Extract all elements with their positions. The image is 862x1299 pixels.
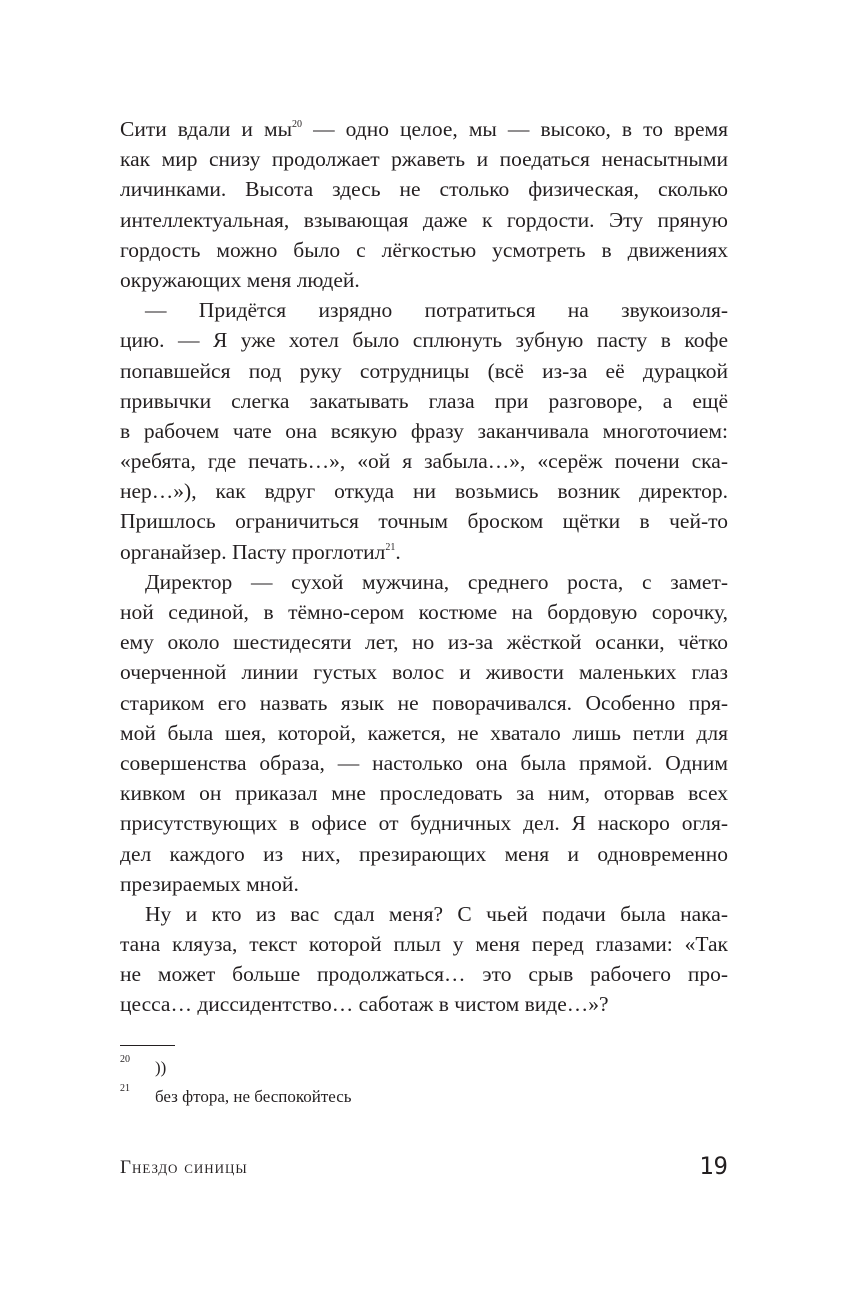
line-text: тана кляуза, текст которой плыл у меня перед глазами: «Так bbox=[120, 932, 728, 957]
page-number: 19 bbox=[699, 1152, 728, 1180]
line-text: очерченной линии густых волос и живости маленьких глаз bbox=[120, 660, 728, 685]
text-line bbox=[120, 506, 728, 536]
footnote-reference[interactable]: 21 bbox=[385, 541, 396, 553]
text-line bbox=[120, 265, 728, 295]
line-text: цесса… диссидентство… саботаж в чистом виде…»? bbox=[120, 992, 609, 1017]
line-text: не может больше продолжаться… это срыв рабочего про- bbox=[120, 962, 728, 987]
line-text: ной сединой, в тёмно-сером костюме на бордовую сорочку, bbox=[120, 600, 728, 624]
text-line bbox=[120, 235, 728, 265]
line-text: как мир снизу продолжает ржаветь и поедаться ненасытными bbox=[120, 147, 728, 172]
footnote-reference[interactable]: 20 bbox=[292, 119, 303, 130]
line-text: Пришлось ограничиться точным броском щётки в чей-то bbox=[120, 509, 728, 534]
line-text: стариком его назвать язык не поворачивался. Особенно пря- bbox=[120, 690, 728, 715]
line-text: мой была шея, которой, кажется, не хватало лишь петли для bbox=[120, 720, 728, 745]
text-line bbox=[120, 295, 728, 325]
text-line bbox=[120, 688, 728, 718]
line-text: «ребята, где печать…», «ой я забыла…», «серёж почени ска- bbox=[120, 449, 728, 474]
line-text: окружающих меня людей. bbox=[120, 267, 360, 292]
line-text: Директор — сухой мужчина, среднего роста, с замет- bbox=[145, 569, 728, 594]
line-text: ему около шестидесяти лет, но из-за жёсткой осанки, чётко bbox=[120, 630, 728, 655]
text-line bbox=[120, 808, 728, 838]
text-line bbox=[120, 476, 728, 506]
paragraph bbox=[120, 567, 728, 899]
text-line bbox=[120, 869, 728, 899]
text-line bbox=[120, 929, 728, 959]
line-text: презираемых мной. bbox=[120, 871, 299, 896]
line-text: цию. — Я уже хотел было сплюнуть зубную пасту в кофе bbox=[120, 328, 728, 353]
line-text: — одно целое, мы — высоко, в то время bbox=[302, 117, 729, 141]
text-line bbox=[120, 537, 728, 567]
text-line bbox=[120, 386, 728, 416]
line-text: нер…»), как вдруг откуда ни возьмись возник директор. bbox=[120, 479, 728, 504]
running-title: Гнездо синицы bbox=[120, 1157, 248, 1178]
text-line bbox=[120, 567, 728, 597]
footnote-divider bbox=[120, 1045, 175, 1046]
text-line bbox=[120, 627, 728, 657]
text-line bbox=[120, 657, 728, 687]
line-text: органайзер. Пасту проглотил bbox=[120, 539, 386, 564]
line-text: . bbox=[395, 539, 401, 564]
line-text: Сити вдали и мы bbox=[120, 117, 293, 141]
footnote-number: 21 bbox=[120, 1083, 130, 1094]
line-text: личинками. Высота здесь не столько физическая, сколько bbox=[120, 177, 728, 202]
line-text: в рабочем чате она всякую фразу заканчивала многоточием: bbox=[120, 418, 728, 443]
footnote-text: без фтора, не беспокойтесь bbox=[155, 1087, 352, 1106]
line-text: присутствующих в офисе от будничных дел. Я наскоро огля- bbox=[120, 811, 728, 836]
line-text: гордость можно было с лёгкостью усмотреть в движениях bbox=[120, 237, 728, 262]
text-line bbox=[120, 356, 728, 386]
paragraph bbox=[120, 114, 728, 295]
paragraph bbox=[120, 295, 728, 567]
text-line bbox=[120, 205, 728, 235]
text-line bbox=[120, 416, 728, 446]
text-line bbox=[120, 778, 728, 808]
text-line bbox=[120, 174, 728, 204]
line-text: привычки слегка закатывать глаза при разговоре, а ещё bbox=[120, 388, 728, 413]
line-text: кивком он приказал мне проследовать за ним, оторвав всех bbox=[120, 781, 728, 806]
text-line bbox=[120, 597, 728, 627]
line-text: совершенства образа, — настолько она была прямой. Одним bbox=[120, 750, 728, 775]
text-line bbox=[120, 718, 728, 748]
footnote-number: 20 bbox=[120, 1054, 130, 1065]
text-line bbox=[120, 899, 728, 929]
body-text bbox=[120, 114, 728, 1020]
text-line bbox=[120, 144, 728, 174]
line-text: Ну и кто из вас сдал меня? С чьей подачи была нака- bbox=[145, 901, 728, 926]
line-text: попавшейся под руку сотрудницы (всё из-за её дурацкой bbox=[120, 358, 728, 383]
text-line bbox=[120, 989, 728, 1019]
line-text: — Придётся изрядно потратиться на звукоизоля- bbox=[145, 298, 728, 323]
line-text: дел каждого из них, презирающих меня и одновременно bbox=[120, 841, 728, 866]
text-line bbox=[120, 114, 728, 144]
paragraph bbox=[120, 899, 728, 1020]
text-line bbox=[120, 959, 728, 989]
text-line bbox=[120, 325, 728, 355]
text-line bbox=[120, 446, 728, 476]
text-line bbox=[120, 748, 728, 778]
line-text: интеллектуальная, взывающая даже к гордости. Эту пряную bbox=[120, 207, 728, 232]
text-line bbox=[120, 839, 728, 869]
footnote-text: )) bbox=[155, 1058, 167, 1077]
